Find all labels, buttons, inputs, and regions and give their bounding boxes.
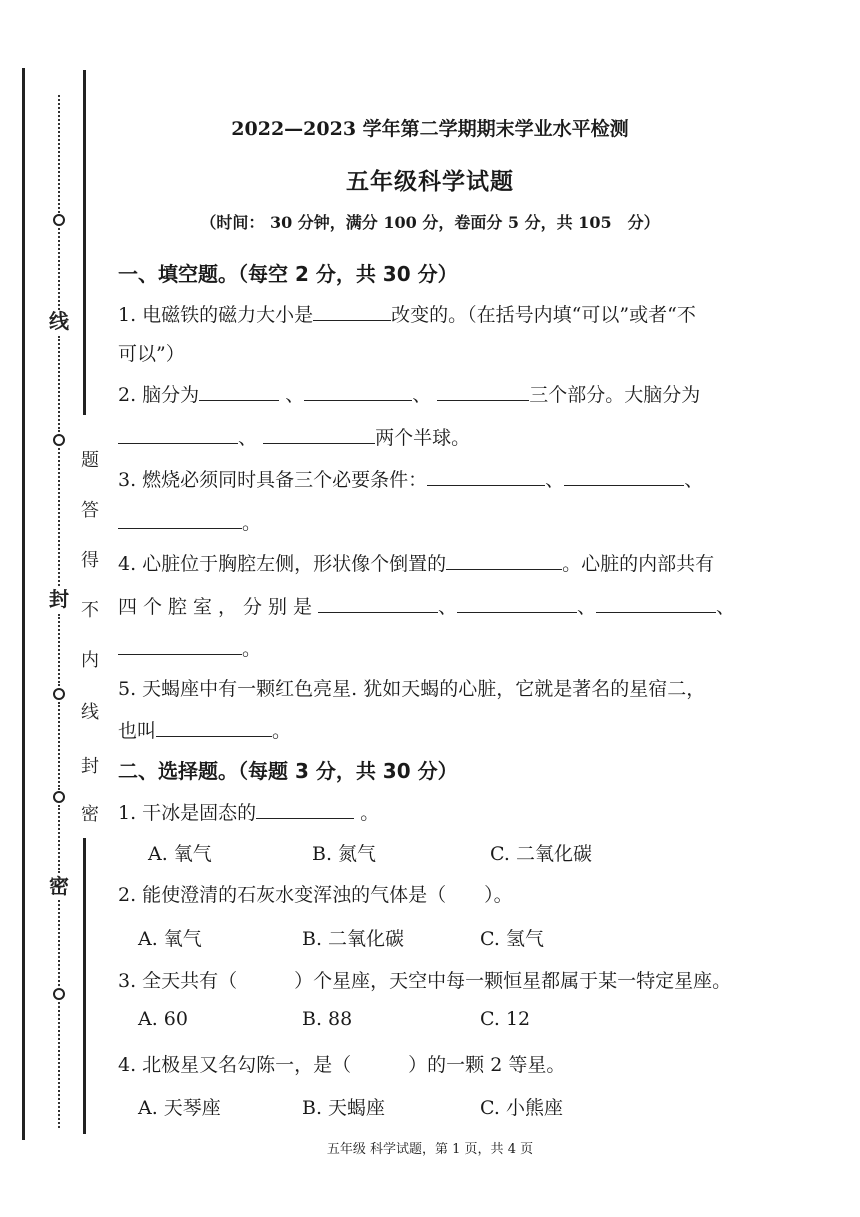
q4-line1 [118,549,714,576]
page-footer: 五年级 科学试题，第 1 页，共 4 页 [326,1142,534,1157]
margin-label-mi: 密 [49,874,69,898]
exam-subject: 五年级科学试题 [346,168,514,195]
q5-text-b: 也叫 [118,720,157,742]
q4-sep: 、 [438,596,458,618]
exam-title: 2022—2023 学年第二学期期末学业水平检测 [231,118,629,140]
q4-blank-1[interactable] [446,553,562,570]
margin-notice-char: 不 [81,600,99,621]
q2-blank-3[interactable] [437,384,529,401]
margin-dotted-line [58,228,60,310]
margin-notice-char: 内 [81,650,99,671]
mc-q4-stem: 4. 北极星又名勾陈一，是（ ）的一颗 2 等星。 [118,1054,566,1076]
q2-blank-2[interactable] [304,384,412,401]
margin-notice-char: 得 [81,550,99,571]
q3-blank-2[interactable] [564,469,684,486]
q4-blank-4[interactable] [596,596,716,613]
q1-line2: 可以”） [118,343,185,365]
mc-q4-option-c[interactable]: C. 小熊座 [480,1097,563,1119]
mc-q3-option-b[interactable]: B. 88 [302,1008,353,1030]
q2-sep: 、 [238,427,258,449]
q4-text-c: 四个腔室，分别是 [118,596,319,618]
q5-end: 。 [272,720,292,742]
mc-q1-option-a[interactable]: A. 氧气 [148,843,212,865]
margin-dotted-line [58,900,60,986]
mc-q3-stem: 3. 全天共有（ ）个星座，天空中每一颗恒星都属于某一特定星座。 [118,970,732,992]
q3-sep: 、 [545,469,565,491]
q4-text-b: 。心脏的内部共有 [562,553,715,575]
mc-q1-stem [118,798,379,825]
q4-sep: 、 [716,596,736,618]
q3-line1 [118,465,703,492]
margin-circle [53,791,65,803]
q3-blank-1[interactable] [427,469,545,486]
margin-inner-line-bottom [83,838,86,1134]
q1-text-a: 1. 电磁铁的磁力大小是 [118,304,314,326]
margin-notice-char: 封 [81,756,99,777]
q1-text-b: 改变的。（在括号内填“可以”或者“不 [391,304,696,326]
q4-text-a: 4. 心脏位于胸腔左侧，形状像个倒置的 [118,553,447,575]
margin-dotted-line [58,336,60,432]
q1-line1 [118,300,696,327]
q2-line1 [118,380,700,407]
q3-text-a: 3. 燃烧必须同时具备三个必要条件： [118,469,428,491]
mc-q2-option-b[interactable]: B. 二氧化碳 [302,928,405,950]
q5-line2 [118,716,291,743]
mc-q3-option-a[interactable]: A. 60 [138,1008,188,1030]
mc-q1-blank[interactable] [256,802,354,819]
section2-heading: 二、选择题。（每题 3 分，共 30 分） [118,759,458,783]
q3-sep: 、 [684,469,704,491]
margin-dotted-line [58,614,60,686]
q2-sep: 、 [285,384,305,406]
q2-text-c: 两个半球。 [375,427,471,449]
q5-line1: 5. 天蝎座中有一颗红色亮星. 犹如天蝎的心脏，它就是著名的星宿二， [118,678,706,700]
mc-q4-option-b[interactable]: B. 天蝎座 [302,1097,386,1119]
mc-q2-option-a[interactable]: A. 氧气 [138,928,202,950]
margin-dotted-line [58,805,60,873]
mc-q4-option-a[interactable]: A. 天琴座 [138,1097,221,1119]
q4-line3 [118,634,261,661]
margin-notice-char: 答 [81,500,99,521]
margin-dotted-line [58,448,60,586]
mc-q1-option-b[interactable]: B. 氮气 [312,843,377,865]
q4-end: 。 [242,638,262,660]
mc-q1-text-a: 1. 干冰是固态的 [118,802,257,824]
q4-sep: 、 [577,596,597,618]
q5-blank[interactable] [156,720,272,737]
margin-notice-char: 线 [81,702,99,723]
q2-blank-1[interactable] [199,384,279,401]
margin-circle [53,434,65,446]
mc-q1-text-b: 。 [360,802,380,824]
mc-q1-option-c[interactable]: C. 二氧化碳 [490,843,592,865]
margin-dotted-line [58,702,60,790]
q2-sep: 、 [412,384,432,406]
q4-blank-5[interactable] [118,638,242,655]
q4-blank-3[interactable] [457,596,577,613]
q3-line2 [118,508,261,535]
q2-blank-4[interactable] [118,427,238,444]
mc-q3-option-c[interactable]: C. 12 [480,1008,531,1030]
q4-line2 [118,592,735,619]
q3-end: 。 [242,512,262,534]
mc-q2-option-c[interactable]: C. 氢气 [480,928,544,950]
q2-blank-5[interactable] [263,427,375,444]
margin-circle [53,688,65,700]
section1-heading: 一、填空题。（每空 2 分，共 30 分） [118,262,458,286]
margin-label-feng: 封 [49,587,69,611]
q2-line2 [118,423,470,450]
q4-blank-2[interactable] [318,596,438,613]
margin-dotted-line [58,1002,60,1128]
q1-blank[interactable] [313,304,391,321]
exam-info: （时间： 30 分钟，满分 100 分，卷面分 5 分，共 105 分） [200,213,660,232]
mc-q2-stem: 2. 能使澄清的石灰水变浑浊的气体是（ ）。 [118,884,513,906]
margin-label-xian: 线 [49,309,69,333]
margin-notice-char: 密 [81,804,99,825]
margin-notice-char: 题 [81,450,99,471]
q2-text-a: 2. 脑分为 [118,384,200,406]
q2-text-b: 三个部分。大脑分为 [529,384,701,406]
margin-circle [53,988,65,1000]
q3-blank-3[interactable] [118,512,242,529]
